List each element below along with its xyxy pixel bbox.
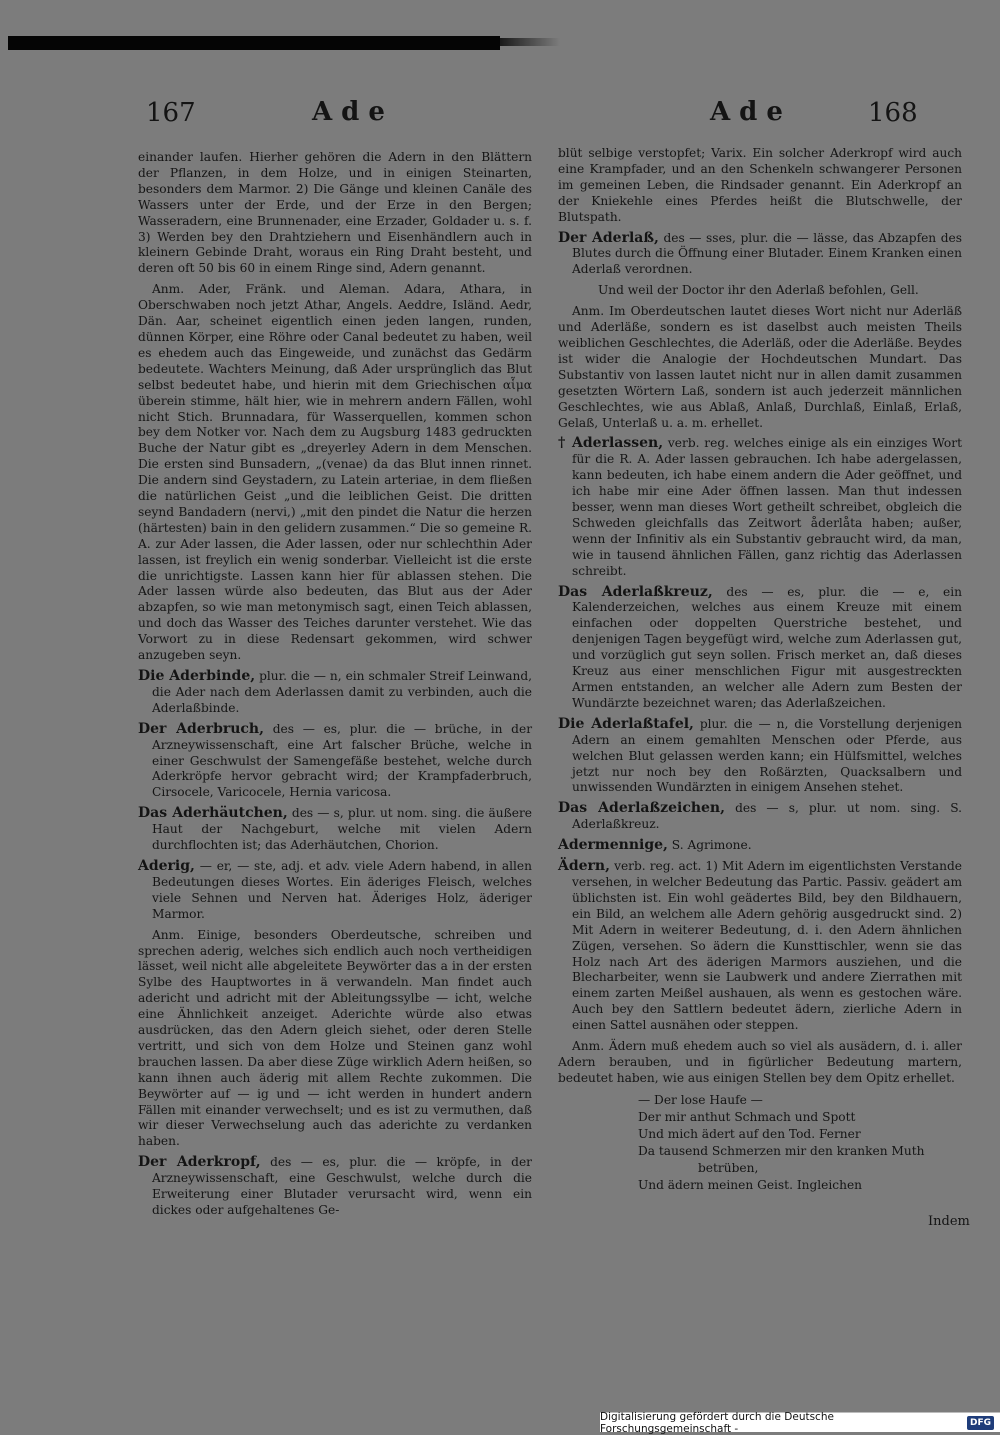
- entry-lemma: Das Aderhäutchen,: [138, 805, 288, 822]
- entry-text: S. Agrimone.: [671, 838, 752, 853]
- entry-text: — er, — ste, adj. et adv. viele Adern habend, in allen Bedeutungen dieses Wortes. Ein äderiges Fleisch, welches viele Sehnen und Nerven hat. Äderiges Holz, äderiger Marmor.: [152, 858, 532, 921]
- funding-footer: [600, 1410, 1000, 1435]
- entry-text: verb. reg. act. 1) Mit Adern im eigentlichsten Verstande versehen, in welcher Bedeutung das Partic. Passiv. geädert am üblichsten ist. Ein wohl geädertes Bild, bey den Bildhauern, ein Bild, an welchem alle Adern gehörig ausgedruckt sind. 2) Mit Adern in weiterer Bedeutung, d. i. den Adern ähnlichen Zügen, versehen. So ädern die Kunsttischler, wenn sie das Holz nach Art des äderigen Marmors ausziehen, und die Blecharbeiter, wenn sie Laubwerk und andere Zierrathen mit einem zarten Meißel aushauen, als wenn es gestochen wäre. Auch bey den Sattlern bedeutet ädern, zierliche Adern in einen Sattel ausnähen oder steppen.: [572, 859, 962, 1033]
- dictionary-entry: [138, 1155, 532, 1219]
- entry-text: des — es, plur. die — brüche, in der Arzneywissenschaft, eine Art falscher Brüche, welche in einer Geschwulst der Samengefäße bestehet, welche durch Aderkröpfe hervor gebracht wird; der Krampfaderbruch, Cirsocele, Varicocele, Hernia varicosa.: [152, 721, 533, 800]
- entry-text: des — es, plur. die — e, ein Kalenderzeichen, welches aus einem Kreuze mit einem einfachen oder doppelten Querstriche bestehet, und denjenigen Tagen beygefügt wird, welche zum Aderlassen gut, und vorzüglich gut seyn sollen. Frisch merket an, daß dieses Kreuz aus einer menschlichen Figur mit ausgestreckten Armen entstanden, an welcher alle Adern zum Besten der Wundärzte bezeichnet waren; das Aderlaßzeichen.: [572, 584, 962, 710]
- entry-lemma: Die Aderlaßtafel,: [558, 715, 694, 732]
- dictionary-entry: [138, 669, 532, 717]
- dictionary-entry: [138, 722, 532, 802]
- verse-line: Da tausend Schmerzen mir den kranken Muth: [638, 1143, 925, 1158]
- annotation-paragraph: Anm. Einige, besonders Oberdeutsche, schreiben und sprechen aderig, welches sich endlich auch noch vertheidigen lässet, weil nicht alle abgeleitete Beywörter das a in der ersten Sylbe des Hauptwortes in ä verwandeln. Man findet auch adericht und adricht mit der Ableitungssylbe — icht, welche eine Ähnlichkeit anzeiget. Aderichte würde also etwas ausdrücken, das den Adern gleich siehet, oder deren Stelle vertritt, und sich von dem Holze und Steinen ganz wohl brauchen lassen. Da aber diese Züge wirklich Adern heißen, so kann ihnen auch äderig mit allem Rechte zukommen. Die Beywörter auf — ig und — icht werden in hundert andern Fällen mit einander verwechselt; und es ist zu vermuthen, daß wir dieser Verwechselung auch das aderichte zu verdanken haben.: [138, 927, 532, 1149]
- verse-line: betrüben,: [698, 1160, 759, 1175]
- dictionary-entry: [558, 231, 962, 279]
- verse-line: — Der lose Haufe —: [638, 1092, 763, 1107]
- dictionary-entry: [138, 806, 532, 854]
- footer-text: Digitalisierung gefördert durch die Deutsche Forschungsgemeinschaft -: [600, 1410, 834, 1435]
- dictionary-entry: [558, 717, 962, 797]
- entry-lemma: Ädern,: [558, 858, 610, 875]
- annotation-paragraph: Anm. Im Oberdeutschen lautet dieses Wort nicht nur Aderläß und Aderläße, sondern es ist daselbst auch meisten Theils weiblichen Geschlechtes, die Aderläß, oder die Aderläße. Beydes ist wider die Analogie der Hochdeutschen Mundart. Das Substantiv von lassen lautet nicht nur in allen damit zusammen gesetzten Wörtern Laß, sondern ist auch jederzeit männlichen Geschlechtes, wie aus Ablaß, Anlaß, Durchlaß, Einlaß, Erlaß, Gelaß, Unterlaß u. a. m. erhellet.: [558, 304, 962, 430]
- right-column: [558, 146, 962, 1194]
- dictionary-entry: [558, 838, 962, 854]
- entry-lemma: Der Aderbruch,: [138, 720, 264, 737]
- entry-text: des — s, plur. ut nom. sing. die äußere Haut der Nachgeburt, welche mit vielen Adern durchflochten ist; das Aderhäutchen, Chorion.: [152, 806, 532, 853]
- annotation-paragraph: Anm. Ader, Fränk. und Aleman. Adara, Athara, in Oberschwaben noch jetzt Athar, Angels. Aeddre, Isländ. Aedr, Dän. Aar, scheinet eigentlich einen jeden langen, runden, dünnen Körper, eine Röhre oder Canal bedeutet zu haben, weil es ehedem auch das Eingeweide, und zunächst das Gedärm bedeutete. Wachters Meinung, daß Ader ursprünglich das Blut selbst bedeutet habe, und hierin mit dem Griechischen αἷμα überein stimme, hält hier, wie in mehrern andern Fällen, wohl nicht Stich. Brunnadara, für Wasserquellen, kommen schon bey dem Notker vor. Nach dem zu Augsburg 1483 gedruckten Buche der Natur gibt es „dreyerley Adern in dem Menschen. Die ersten sind Bunsadern, „(venae) da das Blut innen rinnet. Die andern sind Geystadern, zu Latein arteriae, in dem fließen die natürlichen Geist „und die leiblichen Geist. Die dritten seynd Bandadern (nervi,) „mit den pindet die Natur die herzen (härtesten) bain in den gelidern zusammen.“ Die so gemeine R. A. zur Ader lassen, die Ader lassen, oder nur schlechthin Ader lassen, ist freylich ein wenig sonderbar. Vielleicht ist die erste die unrichtigste. Lassen kann hier für ablassen stehen. Die Ader lassen würde also bedeuten, das Blut aus der Ader abzapfen, so wie man metonymisch sagt, einen Teich ablassen, und doch das Wasser des Teiches darunter verstehet. Wie das Vorwort zu in diese Redensart gekommen, wird schwer anzugeben seyn.: [138, 282, 532, 663]
- dictionary-entry: [138, 859, 532, 923]
- dictionary-entry: [558, 801, 962, 833]
- entry-text: des — s, plur. ut nom. sing. S. Aderlaßkreuz.: [572, 801, 962, 832]
- dictionary-entry: [558, 436, 962, 579]
- entry-lemma: Der Aderlaß,: [558, 229, 659, 246]
- entry-text: plur. die — n, ein schmaler Streif Leinwand, die Ader nach dem Aderlassen damit zu verbinden, auch die Aderlaßbinde.: [152, 669, 533, 715]
- paragraph: einander laufen. Hierher gehören die Adern in den Blättern der Pflanzen, in dem Holze, und in einigen Steinarten, besonders dem Marmor. 2) Die Gänge und kleinen Canäle des Wassers unter der Erde, und der Erze in den Bergen; Wasseradern, eine Brunnenader, eine Erzader, Goldader u. s. f. 3) Werden bey den Drahtziehern und Eisenhändlern auch in kleinern Gebinde Draht, woraus ein Ring Draht besteht, und deren oft 50 bis 60 in einem Ringe sind, Adern genannt.: [138, 150, 532, 276]
- entry-text: des — es, plur. die — kröpfe, in der Arzneywissenschaft, eine Geschwulst, welche durch die Erweiterung einer Blutader verursacht wird, wenn ein dickes oder aufgehaltenes Ge-: [152, 1155, 532, 1217]
- dictionary-entry: [558, 585, 962, 712]
- catchword: Indem: [928, 1214, 970, 1229]
- paragraph: blüt selbige verstopfet; Varix. Ein solcher Aderkropf wird auch eine Krampfader, und an den Schenkeln schwangerer Personen im gemeinen Leben, die Rindsader genannt. Ein Aderkropf an der Kniekehle eines Pferdes heißt die Blutschwelle, der Blutspath.: [558, 146, 962, 224]
- dfg-logo: DFG: [967, 1416, 994, 1430]
- dictionary-entry: [558, 859, 962, 1034]
- entry-text: verb. reg. welches einige als ein einziges Wort für die R. A. Ader lassen gebrauchen. Ich habe adergelassen, kann bedeuten, ich habe einem andern die Ader geöffnet, und ich habe mir eine Ader öffnen lassen. Man thut indessen besser, wenn man dieses Wort getheilt schreibet, obgleich die Schweden gleichfalls das Zeitwort åderlåta haben; außer, wenn der Infinitiv als ein Substantiv gebraucht wird, da man, wie in tausend ähnlichen Fällen, ganz richtig das Aderlassen schreibt.: [572, 436, 962, 578]
- entry-lemma: Das Aderlaßzeichen,: [558, 800, 725, 817]
- left-page-number: 167: [146, 98, 196, 128]
- verse-line: Und ädern meinen Geist. Ingleichen: [638, 1177, 863, 1192]
- entry-lemma: Der Aderkropf,: [138, 1154, 261, 1171]
- entry-lemma: Aderig,: [138, 857, 195, 874]
- right-running-head: Ade: [710, 97, 792, 127]
- entry-lemma: Adermennige,: [558, 837, 668, 854]
- entry-lemma: Das Aderlaßkreuz,: [558, 583, 713, 600]
- left-running-head: Ade: [312, 97, 394, 127]
- entry-lemma: † Aderlassen,: [558, 435, 664, 452]
- entry-lemma: Die Aderbinde,: [138, 668, 256, 684]
- entry-text: plur. die — n, die Vorstellung derjenigen Adern an einem gemahlten Menschen oder Pferde, aus welchen Blut gelassen werden kann; ein Hülfsmittel, welches jetzt nur noch bey den Roßärzten, Quacksalbern und unwissenden Wundärzten in einigem Ansehen stehet.: [572, 716, 962, 795]
- left-column: [138, 150, 532, 1224]
- verse-line: Der mir anthut Schmach und Spott: [638, 1109, 856, 1124]
- right-page-number: 168: [868, 98, 918, 128]
- scan-edge-bar: [8, 36, 500, 50]
- annotation-paragraph: Anm. Ädern muß ehedem auch so viel als ausädern, d. i. aller Adern berauben, und in figürlicher Bedeutung martern, bedeutet haben, wie aus einigen Stellen bey dem Opitz erhellet.: [558, 1039, 962, 1085]
- entry-text: des — sses, plur. die — lässe, das Abzapfen des Blutes durch die Öffnung einer Blutader. Einem Kranken einen Aderlaß verordnen.: [572, 230, 962, 277]
- verse-line: Und mich ädert auf den Tod. Ferner: [638, 1126, 861, 1141]
- quotation: Und weil der Doctor ihr den Aderlaß befohlen, Gell.: [598, 283, 919, 298]
